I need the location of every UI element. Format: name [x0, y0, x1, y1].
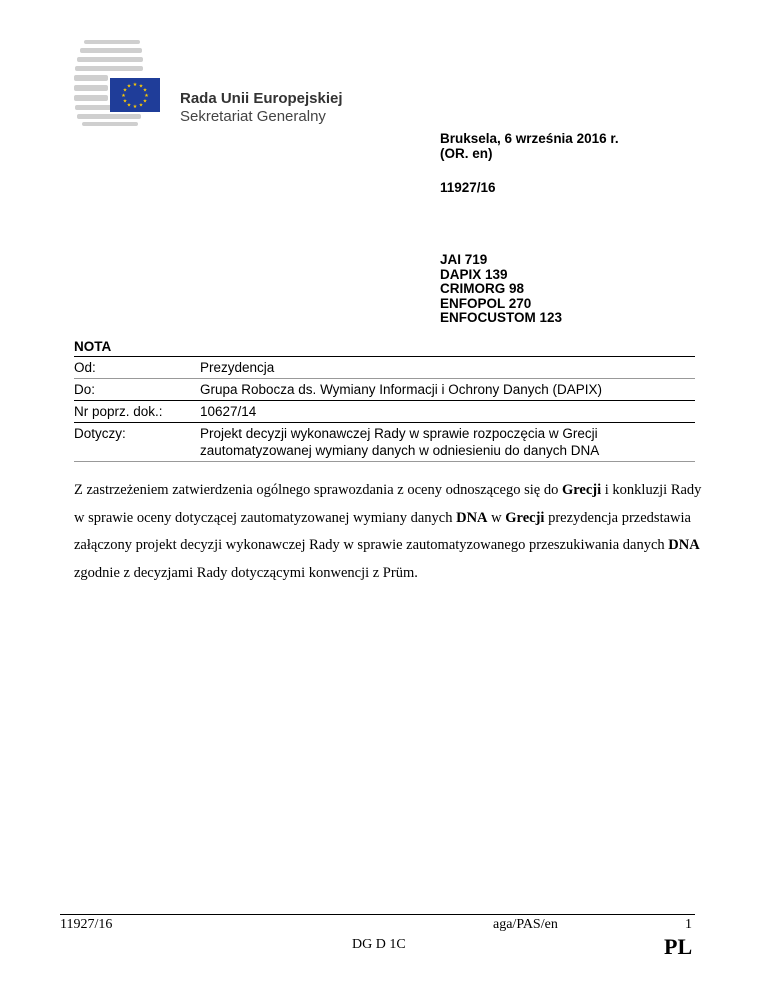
- note-table: [74, 356, 695, 462]
- svg-text:★: ★: [142, 87, 148, 94]
- code-line: JAI 719: [440, 252, 488, 267]
- note-value: Prezydencja: [200, 360, 275, 375]
- organization-name: [180, 90, 343, 126]
- note-label: Do:: [74, 382, 96, 397]
- svg-text:★: ★: [121, 93, 126, 99]
- svg-text:★: ★: [142, 98, 148, 105]
- svg-text:★: ★: [132, 104, 138, 110]
- code-line: ENFOPOL 270: [440, 295, 532, 311]
- body-text-segment: w: [487, 509, 506, 526]
- date-line: Bruksela, 6 września 2016 r.: [440, 131, 619, 146]
- original-language: (OR. en): [440, 146, 493, 161]
- body-text-segment: Z zastrzeżeniem zatwierdzenia ogólnego sprawozdania z oceny odnoszącego się do: [74, 482, 562, 498]
- note-row-subject: [74, 422, 695, 462]
- council-logo: [74, 40, 174, 126]
- svg-text:★: ★: [144, 93, 149, 99]
- footer-reference: aga/PAS/en: [493, 917, 558, 932]
- body-bold-segment: DNA: [456, 509, 488, 526]
- note-title: NOTA: [74, 339, 112, 354]
- org-subtitle: Sekretariat Generalny: [180, 108, 326, 125]
- org-title: Rada Unii Europejskiej: [180, 90, 343, 107]
- code-line: CRIMORG 98: [440, 281, 525, 296]
- note-label: Od:: [74, 360, 96, 375]
- svg-text:★: ★: [122, 98, 128, 105]
- code-line: DAPIX 139: [440, 266, 508, 282]
- svg-text:★: ★: [122, 87, 128, 94]
- body-paragraph: [74, 477, 704, 587]
- body-text-segment: prezydencja przedstawia załączony projekt decyzji wykonawczej Rady w sprawie zautomatyzowanego przeszukiwania danych: [74, 509, 691, 553]
- note-label: Nr poprz. dok.:: [74, 404, 163, 419]
- note-value: Projekt decyzji wykonawczej Rady w sprawie rozpoczęcia w Grecji zautomatyzowanej wymiany danych w odniesieniu do danych DNA: [200, 426, 600, 458]
- body-bold-segment: Grecji: [505, 509, 545, 526]
- body-bold-segment: Grecji: [561, 482, 602, 498]
- note-value: 10627/14: [200, 404, 257, 419]
- note-label: Dotyczy:: [74, 426, 126, 441]
- note-row-from: [74, 356, 695, 378]
- document-date-block: [440, 131, 619, 161]
- footer-divider: [60, 914, 695, 915]
- document-codes: [440, 253, 562, 326]
- body-text-segment: i konkluzji Rady w sprawie oceny dotyczącej zautomatyzowanej wymiany danych: [74, 482, 702, 526]
- svg-text:★: ★: [138, 83, 144, 90]
- note-row-to: [74, 378, 695, 400]
- code-line: ENFOCUSTOM 123: [440, 310, 563, 325]
- footer-language: PL: [664, 934, 693, 959]
- body-bold-segment: DNA: [668, 537, 700, 553]
- svg-text:★: ★: [126, 102, 132, 109]
- note-row-prev-doc: [74, 400, 695, 422]
- svg-text:★: ★: [126, 83, 132, 90]
- note-value: Grupa Robocza ds. Wymiany Informacji i Ochrony Danych (DAPIX): [200, 382, 603, 397]
- footer-doc-number: 11927/16: [60, 917, 113, 932]
- footer-directorate: DG D 1C: [352, 937, 406, 952]
- footer-page-number: 1: [685, 917, 692, 932]
- svg-text:★: ★: [138, 102, 144, 109]
- body-text-segment: zgodnie z decyzjami Rady dotyczącymi konwencji z Prüm.: [74, 564, 418, 581]
- document-number: 11927/16: [440, 180, 496, 195]
- svg-text:★: ★: [132, 82, 138, 88]
